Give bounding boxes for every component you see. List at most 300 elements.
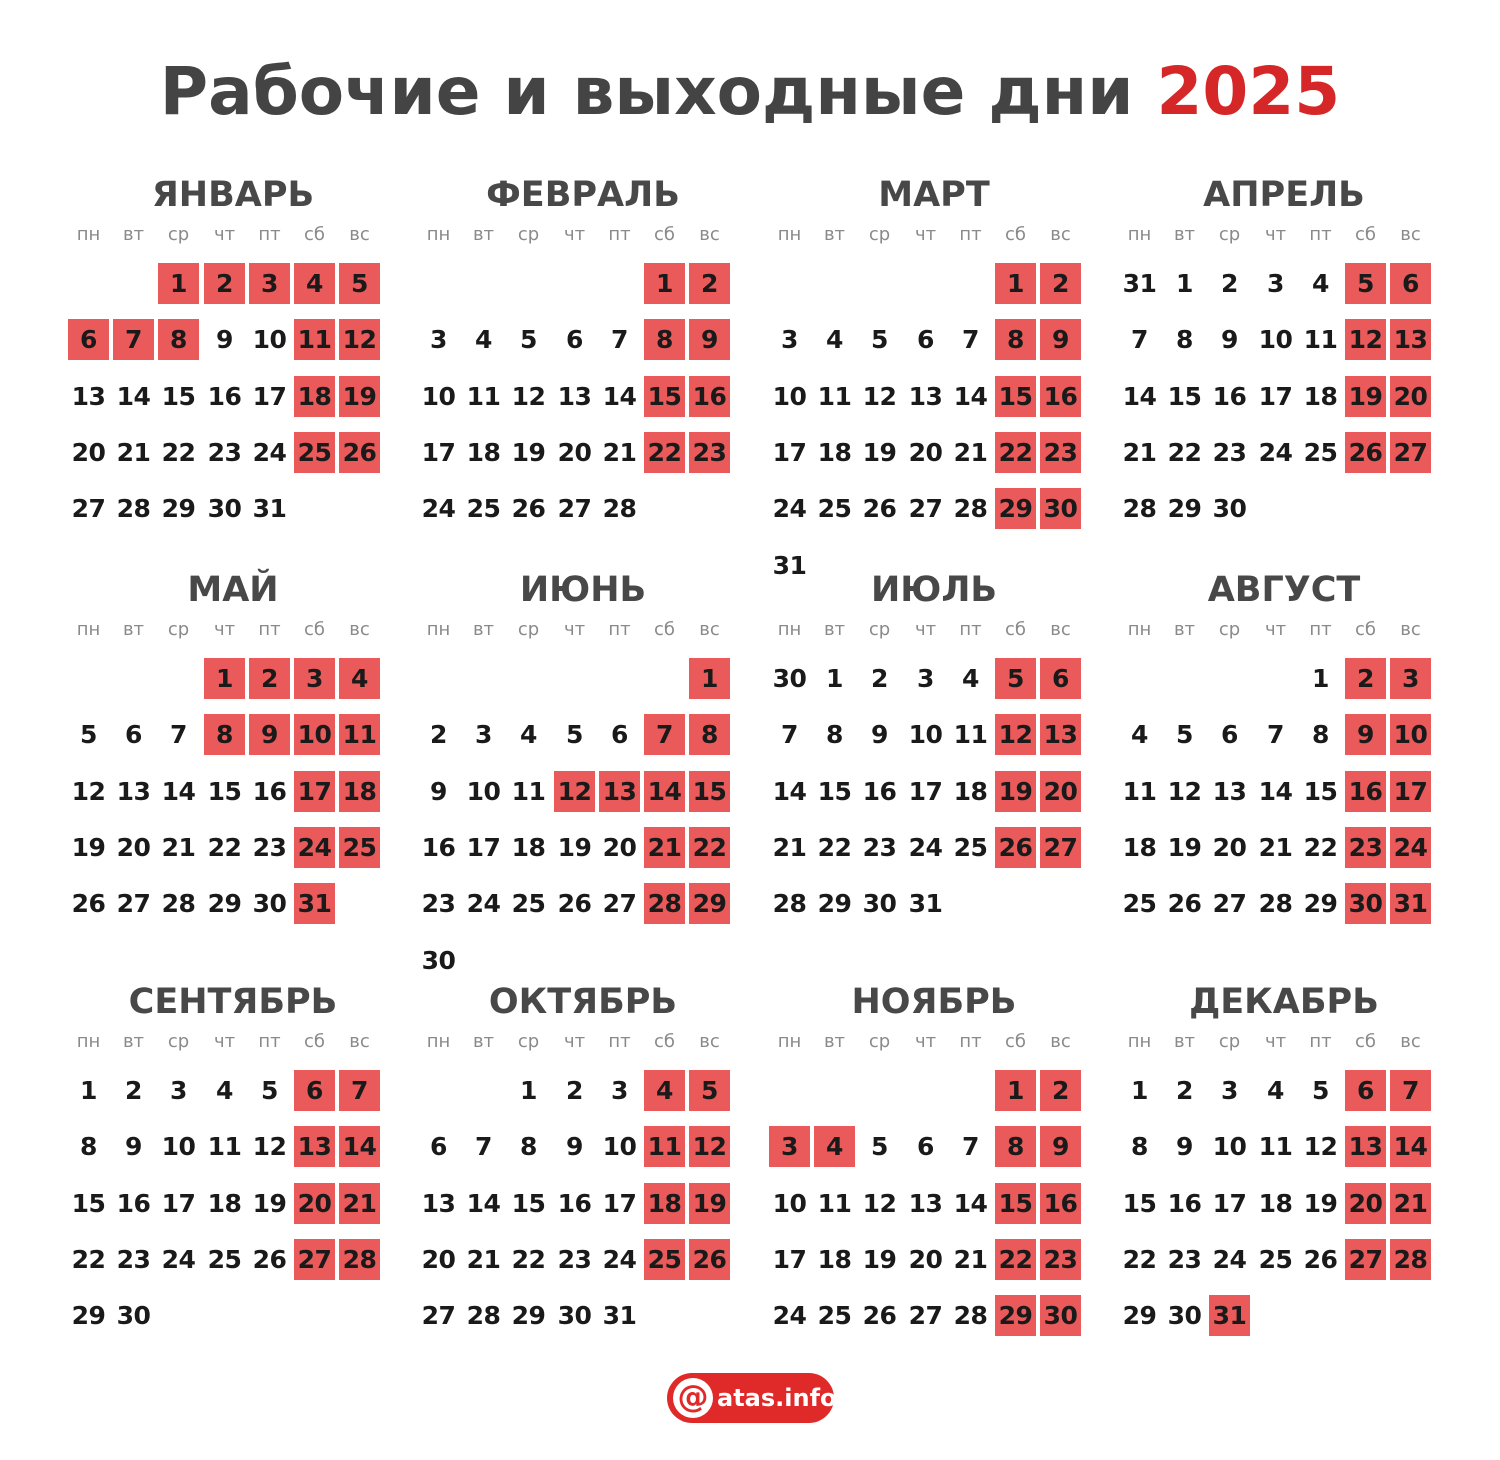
- workday-cell: 8: [826, 720, 843, 749]
- workday-cell: 10: [466, 777, 501, 806]
- title-text: Рабочие и выходные дни: [159, 53, 1134, 130]
- workday-cell: 24: [772, 494, 807, 523]
- workday-cell: 15: [817, 777, 852, 806]
- weekday-label: ср: [868, 619, 891, 640]
- day-off-cell: 28: [644, 883, 685, 924]
- workday-cell: 31: [908, 889, 943, 918]
- workday-cell: 16: [557, 1189, 592, 1218]
- workday-cell: 5: [1176, 720, 1193, 749]
- workday-cell: 6: [917, 1132, 934, 1161]
- weekday-label: чт: [1264, 224, 1287, 245]
- workday-cell: 20: [908, 1245, 943, 1274]
- workday-cell: 12: [511, 382, 546, 411]
- workday-cell: 7: [170, 720, 187, 749]
- workday-cell: 15: [207, 777, 242, 806]
- day-off-cell: 11: [644, 1126, 685, 1167]
- weekday-label: вс: [349, 619, 370, 640]
- weekday-label: пн: [426, 224, 451, 245]
- workday-cell: 24: [161, 1245, 196, 1274]
- workday-cell: 2: [871, 664, 888, 693]
- day-off-cell: 8: [689, 714, 730, 755]
- workday-cell: 7: [1131, 325, 1148, 354]
- day-off-cell: 1: [995, 263, 1036, 304]
- workday-cell: 13: [421, 1189, 456, 1218]
- day-off-cell: 22: [644, 432, 685, 473]
- weekday-label: чт: [563, 1031, 586, 1052]
- day-off-cell: 13: [1040, 714, 1081, 755]
- brand-name: atas.info: [717, 1384, 837, 1412]
- workday-cell: 2: [1176, 1076, 1193, 1105]
- day-off-cell: 27: [294, 1239, 335, 1280]
- workday-cell: 18: [207, 1189, 242, 1218]
- month-name: МАРТ: [878, 175, 990, 215]
- workday-cell: 26: [252, 1245, 287, 1274]
- day-off-cell: 12: [995, 714, 1036, 755]
- workday-cell: 29: [511, 1301, 546, 1330]
- workday-cell: 28: [466, 1301, 501, 1330]
- weekday-label: чт: [213, 224, 236, 245]
- weekday-label: пт: [1309, 224, 1332, 245]
- weekday-label: пт: [1309, 1031, 1332, 1052]
- weekday-label: сб: [1005, 1031, 1026, 1052]
- workday-cell: 24: [466, 889, 501, 918]
- workday-cell: 26: [71, 889, 106, 918]
- day-off-cell: 23: [1345, 827, 1386, 868]
- day-off-cell: 31: [294, 883, 335, 924]
- day-off-cell: 16: [1040, 1183, 1081, 1224]
- workday-cell: 29: [817, 889, 852, 918]
- brand-logo[interactable]: [667, 1373, 837, 1423]
- weekday-label: чт: [213, 619, 236, 640]
- workday-cell: 30: [1167, 1301, 1202, 1330]
- workday-cell: 28: [772, 889, 807, 918]
- weekday-label: вс: [1050, 224, 1071, 245]
- weekday-label: вт: [1173, 619, 1196, 640]
- workday-cell: 4: [962, 664, 979, 693]
- workday-cell: 28: [1258, 889, 1293, 918]
- workday-cell: 27: [908, 1301, 943, 1330]
- workday-cell: 17: [252, 382, 287, 411]
- workday-cell: 7: [781, 720, 798, 749]
- weekday-label: вс: [1400, 619, 1421, 640]
- day-off-cell: 22: [689, 827, 730, 868]
- workday-cell: 24: [602, 1245, 637, 1274]
- day-off-cell: 2: [1345, 658, 1386, 699]
- workday-cell: 11: [1122, 777, 1157, 806]
- workday-cell: 10: [421, 382, 456, 411]
- workday-cell: 26: [557, 889, 592, 918]
- workday-cell: 14: [602, 382, 637, 411]
- workday-cell: 14: [953, 382, 988, 411]
- workday-cell: 7: [611, 325, 628, 354]
- workday-cell: 17: [421, 438, 456, 467]
- workday-cell: 15: [511, 1189, 546, 1218]
- day-off-cell: 14: [339, 1126, 380, 1167]
- day-off-cell: 3: [769, 1126, 810, 1167]
- day-off-cell: 7: [1390, 1070, 1431, 1111]
- day-off-cell: 24: [294, 827, 335, 868]
- workday-cell: 16: [207, 382, 242, 411]
- workday-cell: 31: [252, 494, 287, 523]
- workday-cell: 9: [566, 1132, 583, 1161]
- weekday-label: сб: [304, 224, 325, 245]
- day-off-cell: 7: [644, 714, 685, 755]
- weekday-label: чт: [914, 619, 937, 640]
- day-off-cell: 1: [204, 658, 245, 699]
- weekday-label: чт: [914, 1031, 937, 1052]
- day-off-cell: 29: [689, 883, 730, 924]
- workday-cell: 17: [466, 833, 501, 862]
- workday-cell: 3: [917, 664, 934, 693]
- workday-cell: 30: [252, 889, 287, 918]
- workday-cell: 22: [207, 833, 242, 862]
- weekday-label: вт: [1173, 1031, 1196, 1052]
- workday-cell: 7: [475, 1132, 492, 1161]
- workday-cell: 17: [602, 1189, 637, 1218]
- day-off-cell: 7: [339, 1070, 380, 1111]
- weekday-label: ср: [517, 224, 540, 245]
- workday-cell: 26: [1167, 889, 1202, 918]
- workday-cell: 21: [466, 1245, 501, 1274]
- weekday-label: пт: [608, 619, 631, 640]
- workday-cell: 21: [161, 833, 196, 862]
- workday-cell: 1: [826, 664, 843, 693]
- weekday-label: сб: [1355, 619, 1376, 640]
- workday-cell: 27: [116, 889, 151, 918]
- workday-cell: 30: [862, 889, 897, 918]
- day-off-cell: 18: [294, 376, 335, 417]
- workday-cell: 27: [908, 494, 943, 523]
- workday-cell: 1: [1312, 664, 1329, 693]
- workday-cell: 21: [772, 833, 807, 862]
- workday-cell: 19: [252, 1189, 287, 1218]
- workday-cell: 2: [1221, 269, 1238, 298]
- day-off-cell: 23: [689, 432, 730, 473]
- day-off-cell: 20: [294, 1183, 335, 1224]
- workday-cell: 29: [207, 889, 242, 918]
- day-off-cell: 28: [1390, 1239, 1431, 1280]
- workday-cell: 21: [953, 438, 988, 467]
- workday-cell: 25: [1303, 438, 1338, 467]
- workday-cell: 7: [962, 1132, 979, 1161]
- day-off-cell: 1: [158, 263, 199, 304]
- weekday-label: вс: [699, 224, 720, 245]
- day-off-cell: 28: [339, 1239, 380, 1280]
- day-off-cell: 5: [339, 263, 380, 304]
- workday-cell: 12: [71, 777, 106, 806]
- workday-cell: 3: [170, 1076, 187, 1105]
- workday-cell: 11: [817, 382, 852, 411]
- workday-cell: 17: [1212, 1189, 1247, 1218]
- weekday-label: вс: [349, 1031, 370, 1052]
- workday-cell: 21: [602, 438, 637, 467]
- workday-cell: 23: [421, 889, 456, 918]
- weekday-label: вс: [699, 619, 720, 640]
- weekday-label: пн: [76, 619, 101, 640]
- weekday-label: пн: [426, 1031, 451, 1052]
- workday-cell: 24: [1212, 1245, 1247, 1274]
- workday-cell: 20: [71, 438, 106, 467]
- weekday-label: сб: [654, 224, 675, 245]
- workday-cell: 4: [1312, 269, 1329, 298]
- weekday-label: чт: [1264, 619, 1287, 640]
- day-off-cell: 2: [204, 263, 245, 304]
- workday-cell: 24: [252, 438, 287, 467]
- workday-cell: 17: [1258, 382, 1293, 411]
- day-off-cell: 29: [995, 1295, 1036, 1336]
- workday-cell: 5: [520, 325, 537, 354]
- day-off-cell: 6: [1390, 263, 1431, 304]
- workday-cell: 16: [116, 1189, 151, 1218]
- workday-cell: 20: [1212, 833, 1247, 862]
- weekday-label: вт: [472, 224, 495, 245]
- day-off-cell: 12: [1345, 319, 1386, 360]
- weekday-label: сб: [1355, 224, 1376, 245]
- weekday-label: вт: [823, 1031, 846, 1052]
- weekday-label: пт: [258, 224, 281, 245]
- workday-cell: 16: [862, 777, 897, 806]
- workday-cell: 23: [1167, 1245, 1202, 1274]
- workday-cell: 16: [1212, 382, 1247, 411]
- weekday-label: чт: [563, 224, 586, 245]
- workday-cell: 10: [252, 325, 287, 354]
- day-off-cell: 9: [689, 319, 730, 360]
- workday-cell: 22: [817, 833, 852, 862]
- day-off-cell: 26: [339, 432, 380, 473]
- day-off-cell: 6: [1040, 658, 1081, 699]
- day-off-cell: 21: [644, 827, 685, 868]
- workday-cell: 7: [1267, 720, 1284, 749]
- day-off-cell: 27: [1390, 432, 1431, 473]
- day-off-cell: 19: [339, 376, 380, 417]
- weekday-label: ср: [167, 1031, 190, 1052]
- weekday-label: чт: [1264, 1031, 1287, 1052]
- workday-cell: 18: [1303, 382, 1338, 411]
- workday-cell: 20: [557, 438, 592, 467]
- day-off-cell: 26: [1345, 432, 1386, 473]
- day-off-cell: 9: [249, 714, 290, 755]
- day-off-cell: 8: [995, 1126, 1036, 1167]
- workday-cell: 1: [1176, 269, 1193, 298]
- weekday-label: пт: [959, 619, 982, 640]
- day-off-cell: 26: [995, 827, 1036, 868]
- day-off-cell: 29: [995, 488, 1036, 529]
- workday-cell: 3: [781, 325, 798, 354]
- day-off-cell: 27: [1040, 827, 1081, 868]
- day-off-cell: 13: [599, 771, 640, 812]
- workday-cell: 23: [252, 833, 287, 862]
- workday-cell: 25: [207, 1245, 242, 1274]
- workday-cell: 14: [1122, 382, 1157, 411]
- workday-cell: 26: [1303, 1245, 1338, 1274]
- workday-cell: 9: [430, 777, 447, 806]
- workday-cell: 28: [161, 889, 196, 918]
- weekday-label: вт: [122, 1031, 145, 1052]
- weekday-label: ср: [167, 619, 190, 640]
- workday-cell: 22: [511, 1245, 546, 1274]
- weekday-label: вт: [122, 619, 145, 640]
- workday-cell: 9: [871, 720, 888, 749]
- weekday-label: вт: [823, 224, 846, 245]
- workday-cell: 31: [602, 1301, 637, 1330]
- workday-cell: 30: [421, 946, 456, 975]
- workday-cell: 27: [71, 494, 106, 523]
- workday-cell: 4: [1267, 1076, 1284, 1105]
- workday-cell: 23: [862, 833, 897, 862]
- weekday-label: вт: [472, 1031, 495, 1052]
- workday-cell: 26: [511, 494, 546, 523]
- workday-cell: 11: [466, 382, 501, 411]
- day-off-cell: 8: [995, 319, 1036, 360]
- workday-cell: 17: [161, 1189, 196, 1218]
- weekday-label: пн: [76, 224, 101, 245]
- workday-cell: 8: [1131, 1132, 1148, 1161]
- workday-cell: 6: [566, 325, 583, 354]
- workday-cell: 4: [826, 325, 843, 354]
- workday-cell: 15: [1167, 382, 1202, 411]
- workday-cell: 17: [772, 438, 807, 467]
- weekday-label: сб: [1005, 619, 1026, 640]
- workday-cell: 3: [1221, 1076, 1238, 1105]
- weekday-label: вс: [1050, 1031, 1071, 1052]
- workday-cell: 29: [161, 494, 196, 523]
- workday-cell: 18: [511, 833, 546, 862]
- day-off-cell: 16: [1345, 771, 1386, 812]
- weekday-label: вс: [1050, 619, 1071, 640]
- workday-cell: 1: [520, 1076, 537, 1105]
- workday-cell: 25: [466, 494, 501, 523]
- workday-cell: 19: [511, 438, 546, 467]
- workday-cell: 3: [611, 1076, 628, 1105]
- workday-cell: 11: [817, 1189, 852, 1218]
- day-off-cell: 25: [339, 827, 380, 868]
- month-name: АПРЕЛЬ: [1203, 175, 1365, 215]
- workday-cell: 12: [252, 1132, 287, 1161]
- workday-cell: 27: [602, 889, 637, 918]
- day-off-cell: 6: [294, 1070, 335, 1111]
- workday-cell: 21: [1122, 438, 1157, 467]
- workday-cell: 5: [1312, 1076, 1329, 1105]
- workday-cell: 11: [511, 777, 546, 806]
- workday-cell: 23: [557, 1245, 592, 1274]
- day-off-cell: 19: [1345, 376, 1386, 417]
- weekday-label: пт: [959, 224, 982, 245]
- workday-cell: 5: [566, 720, 583, 749]
- workday-cell: 10: [772, 382, 807, 411]
- day-off-cell: 6: [1345, 1070, 1386, 1111]
- workday-cell: 29: [1167, 494, 1202, 523]
- weekday-label: сб: [1355, 1031, 1376, 1052]
- weekday-label: вт: [1173, 224, 1196, 245]
- day-off-cell: 22: [995, 1239, 1036, 1280]
- day-off-cell: 16: [689, 376, 730, 417]
- page-title: [0, 52, 1500, 132]
- weekday-label: сб: [304, 619, 325, 640]
- workday-cell: 4: [475, 325, 492, 354]
- day-off-cell: 2: [1040, 263, 1081, 304]
- day-off-cell: 18: [339, 771, 380, 812]
- weekday-label: пн: [777, 1031, 802, 1052]
- day-off-cell: 12: [339, 319, 380, 360]
- workday-cell: 2: [566, 1076, 583, 1105]
- weekday-label: пн: [1127, 224, 1152, 245]
- day-off-cell: 6: [68, 319, 109, 360]
- workday-cell: 28: [1122, 494, 1157, 523]
- workday-cell: 16: [421, 833, 456, 862]
- workday-cell: 12: [1167, 777, 1202, 806]
- weekday-label: пн: [76, 1031, 101, 1052]
- workday-cell: 25: [511, 889, 546, 918]
- day-off-cell: 18: [644, 1183, 685, 1224]
- workday-cell: 11: [207, 1132, 242, 1161]
- workday-cell: 14: [953, 1189, 988, 1218]
- day-off-cell: 4: [814, 1126, 855, 1167]
- day-off-cell: 17: [1390, 771, 1431, 812]
- day-off-cell: 8: [204, 714, 245, 755]
- weekday-label: ср: [1218, 224, 1241, 245]
- workday-cell: 27: [557, 494, 592, 523]
- workday-cell: 18: [1122, 833, 1157, 862]
- weekday-label: ср: [517, 619, 540, 640]
- day-off-cell: 1: [644, 263, 685, 304]
- workday-cell: 23: [1212, 438, 1247, 467]
- day-off-cell: 4: [339, 658, 380, 699]
- workday-cell: 15: [161, 382, 196, 411]
- workday-cell: 10: [161, 1132, 196, 1161]
- weekday-label: пт: [959, 1031, 982, 1052]
- day-off-cell: 12: [554, 771, 595, 812]
- workday-cell: 30: [1212, 494, 1247, 523]
- workday-cell: 31: [1122, 269, 1157, 298]
- weekday-label: пн: [1127, 619, 1152, 640]
- workday-cell: 30: [557, 1301, 592, 1330]
- day-off-cell: 8: [158, 319, 199, 360]
- weekday-label: пт: [608, 224, 631, 245]
- weekday-label: пн: [777, 619, 802, 640]
- day-off-cell: 3: [249, 263, 290, 304]
- workday-cell: 28: [953, 494, 988, 523]
- month-name: СЕНТЯБРЬ: [128, 982, 338, 1022]
- workday-cell: 29: [1303, 889, 1338, 918]
- workday-cell: 31: [772, 551, 807, 580]
- weekday-label: вс: [699, 1031, 720, 1052]
- day-off-cell: 5: [1345, 263, 1386, 304]
- day-off-cell: 15: [995, 1183, 1036, 1224]
- workday-cell: 19: [862, 1245, 897, 1274]
- workday-cell: 13: [1212, 777, 1247, 806]
- workday-cell: 24: [421, 494, 456, 523]
- workday-cell: 1: [80, 1076, 97, 1105]
- weekday-label: вт: [122, 224, 145, 245]
- workday-cell: 8: [80, 1132, 97, 1161]
- workday-cell: 22: [1303, 833, 1338, 862]
- day-off-cell: 13: [294, 1126, 335, 1167]
- workday-cell: 4: [1131, 720, 1148, 749]
- month-name: ЯНВАРЬ: [151, 175, 315, 215]
- weekday-label: пт: [608, 1031, 631, 1052]
- workday-cell: 15: [1122, 1189, 1157, 1218]
- day-off-cell: 2: [689, 263, 730, 304]
- day-off-cell: 25: [644, 1239, 685, 1280]
- workday-cell: 20: [602, 833, 637, 862]
- workday-cell: 13: [71, 382, 106, 411]
- workday-cell: 9: [1176, 1132, 1193, 1161]
- workday-cell: 21: [116, 438, 151, 467]
- weekday-label: сб: [654, 1031, 675, 1052]
- day-off-cell: 11: [294, 319, 335, 360]
- workday-cell: 22: [1167, 438, 1202, 467]
- workday-cell: 19: [1303, 1189, 1338, 1218]
